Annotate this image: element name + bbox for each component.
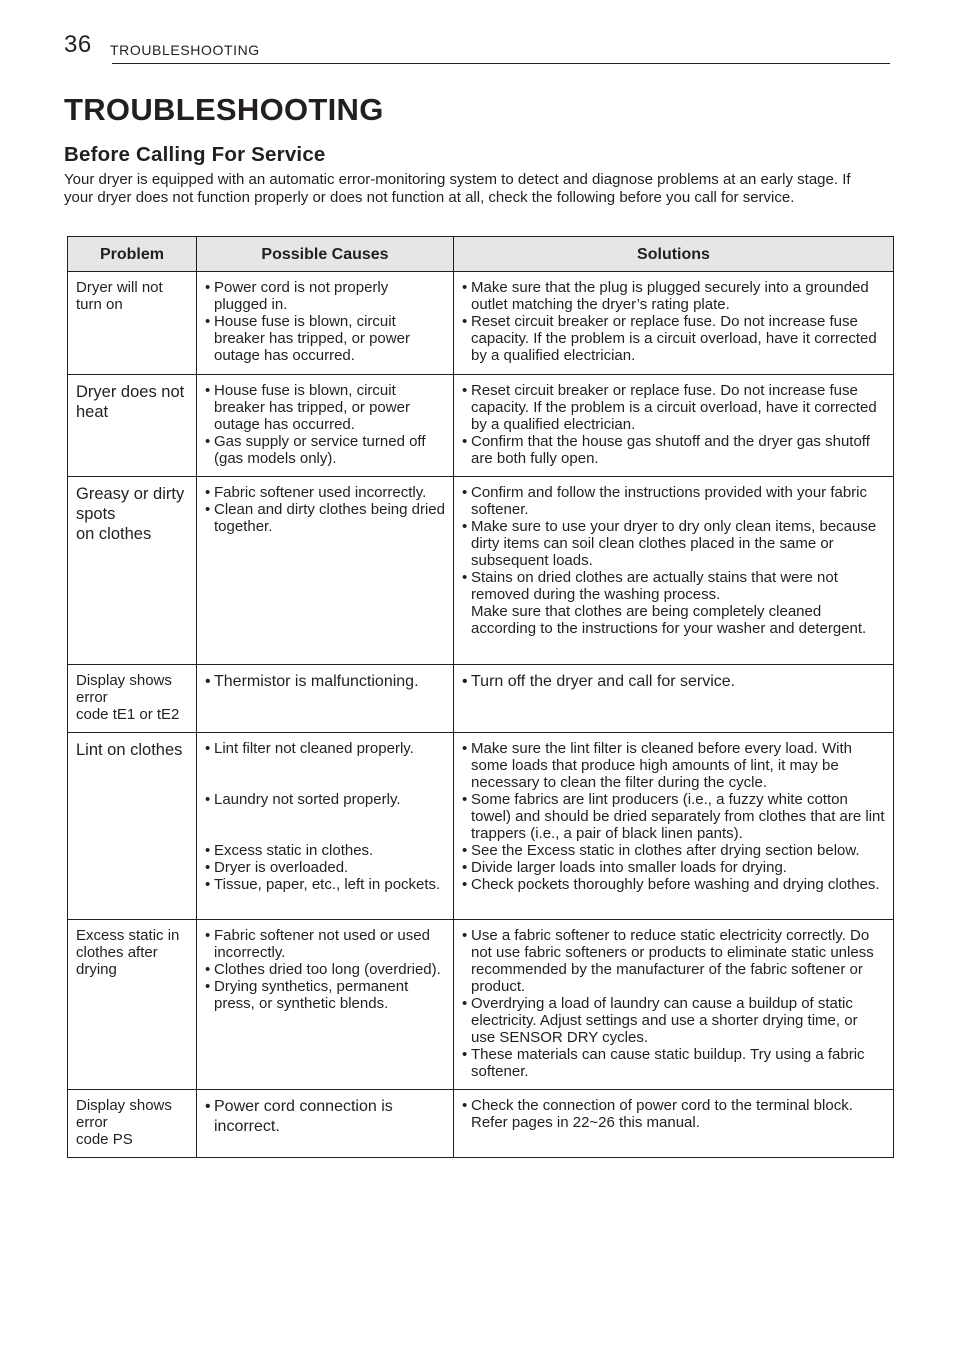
solution-item: • Turn off the dryer and call for service.	[462, 672, 885, 692]
page-title: TROUBLESHOOTING	[64, 92, 384, 127]
causes-cell	[197, 272, 454, 375]
problem-line: Display shows error	[76, 1097, 172, 1131]
table-row	[68, 272, 894, 375]
causes-cell	[197, 375, 454, 477]
solution-item: • Reset circuit breaker or replace fuse. Do not increase fuse capacity. If the problem is a circuit overload, have it corrected by a qualified electrician.	[462, 313, 885, 364]
solution-item: • Check pockets thoroughly before washing and drying clothes.	[462, 876, 885, 893]
column-header-solutions: Solutions	[454, 237, 894, 272]
solution-item: • Make sure the lint filter is cleaned before every load. With some loads that produce high amounts of lint, it may be necessary to clean the filter during the cycle.	[462, 740, 885, 791]
table-row	[68, 733, 894, 920]
solutions-cell	[454, 1090, 894, 1158]
problem-line: Display shows error	[76, 672, 172, 706]
troubleshooting-table	[67, 236, 894, 1158]
table-row	[68, 477, 894, 665]
cause-item: • House fuse is blown, circuit breaker has tripped, or power outage has occurred.	[205, 313, 445, 364]
causes-cell	[197, 1090, 454, 1158]
cause-item: • Power cord is not properly plugged in.	[205, 279, 445, 313]
table-header-row	[68, 237, 894, 272]
section-title: Before Calling For Service	[64, 143, 326, 166]
cause-item: • Drying synthetics, permanent press, or synthetic blends.	[205, 978, 445, 1012]
solution-item: • These materials can cause static buildup. Try using a fabric softener.	[462, 1046, 885, 1080]
cause-item: • Thermistor is malfunctioning.	[205, 672, 445, 692]
solution-item: • Confirm that the house gas shutoff and the dryer gas shutoff are both fully open.	[462, 433, 885, 467]
solutions-cell	[454, 272, 894, 375]
solutions-cell	[454, 477, 894, 665]
intro-paragraph: Your dryer is equipped with an automatic error-monitoring system to detect and diagnose problems at an early stage. If your dryer does not function properly or does not function at all, check the following before you call for service.	[64, 171, 851, 206]
problem-cell: Excess static in clothes after drying	[68, 920, 197, 1090]
cause-item: • Fabric softener used incorrectly.	[205, 484, 445, 501]
solution-item: • See the Excess static in clothes after drying section below.	[462, 842, 885, 859]
page-number: 36	[64, 31, 92, 58]
solutions-cell	[454, 665, 894, 733]
cause-item: • Clothes dried too long (overdried).	[205, 961, 445, 978]
cause-item: • Laundry not sorted properly.	[205, 791, 445, 808]
problem-cell	[68, 477, 197, 665]
causes-cell	[197, 733, 454, 920]
solution-item: • Some fabrics are lint producers (i.e., a fuzzy white cotton towel) and should be dried separately from clothes that are lint trappers (i.e., a pair of black linen pants).	[462, 791, 885, 842]
solution-item: • Reset circuit breaker or replace fuse. Do not increase fuse capacity. If the problem is a circuit overload, have it corrected by a qualified electrician.	[462, 382, 885, 433]
table-row	[68, 920, 894, 1090]
solution-item: • Confirm and follow the instructions provided with your fabric softener.	[462, 484, 885, 518]
solutions-cell	[454, 733, 894, 920]
problem-line: on clothes	[76, 525, 152, 543]
solutions-cell	[454, 375, 894, 477]
header-rule	[112, 63, 890, 64]
cause-item: • Dryer is overloaded.	[205, 859, 445, 876]
cause-item: • Clean and dirty clothes being dried together.	[205, 501, 445, 535]
problem-line: code tE1 or tE2	[76, 706, 180, 723]
causes-cell	[197, 920, 454, 1090]
causes-cell	[197, 665, 454, 733]
problem-cell: Dryer will not turn on	[68, 272, 197, 375]
solution-item: • Divide larger loads into smaller loads for drying.	[462, 859, 885, 876]
cause-item: • Lint filter not cleaned properly.	[205, 740, 445, 757]
solution-item: • Make sure that the plug is plugged securely into a grounded outlet matching the dryer’s rating plate.	[462, 279, 885, 313]
cause-item: • Fabric softener not used or used incorrectly.	[205, 927, 445, 961]
solution-item: • Overdrying a load of laundry can cause a buildup of static electricity. Adjust settings and use a shorter drying time, or use SENSOR DRY cycles.	[462, 995, 885, 1046]
problem-cell	[68, 1090, 197, 1158]
solution-continuation: Make sure that clothes are being completely cleaned according to the instructions for your washer and detergent.	[471, 603, 867, 637]
table-row	[68, 1090, 894, 1158]
cause-item: • Tissue, paper, etc., left in pockets.	[205, 876, 445, 893]
cause-item: • Excess static in clothes.	[205, 842, 445, 859]
cause-item: • Gas supply or service turned off (gas models only).	[205, 433, 445, 467]
problem-line: Greasy or dirty spots	[76, 485, 185, 523]
running-header: TROUBLESHOOTING	[110, 42, 260, 58]
solution-item: • Stains on dried clothes are actually stains that were not removed during the washing process.	[462, 569, 885, 603]
problem-cell	[68, 665, 197, 733]
solution-item: • Check the connection of power cord to the terminal block. Refer pages in 22~26 this manual.	[462, 1097, 885, 1131]
solution-item: • Make sure to use your dryer to dry only clean items, because dirty items can soil clean clothes placed in the same or subsequent loads.	[462, 518, 885, 569]
cause-item: • Power cord connection is incorrect.	[205, 1097, 445, 1137]
problem-cell: Dryer does not heat	[68, 375, 197, 477]
problem-line: code PS	[76, 1131, 133, 1148]
column-header-problem: Problem	[68, 237, 197, 272]
cause-item: • House fuse is blown, circuit breaker has tripped, or power outage has occurred.	[205, 382, 445, 433]
solutions-cell	[454, 920, 894, 1090]
solution-item: • Use a fabric softener to reduce static electricity correctly. Do not use fabric softeners or products to eliminate static unless recommended by the manufacturer of the fabric softener or product.	[462, 927, 885, 995]
table-row	[68, 375, 894, 477]
table-row	[68, 665, 894, 733]
problem-cell: Lint on clothes	[68, 733, 197, 920]
column-header-causes: Possible Causes	[197, 237, 454, 272]
causes-cell	[197, 477, 454, 665]
